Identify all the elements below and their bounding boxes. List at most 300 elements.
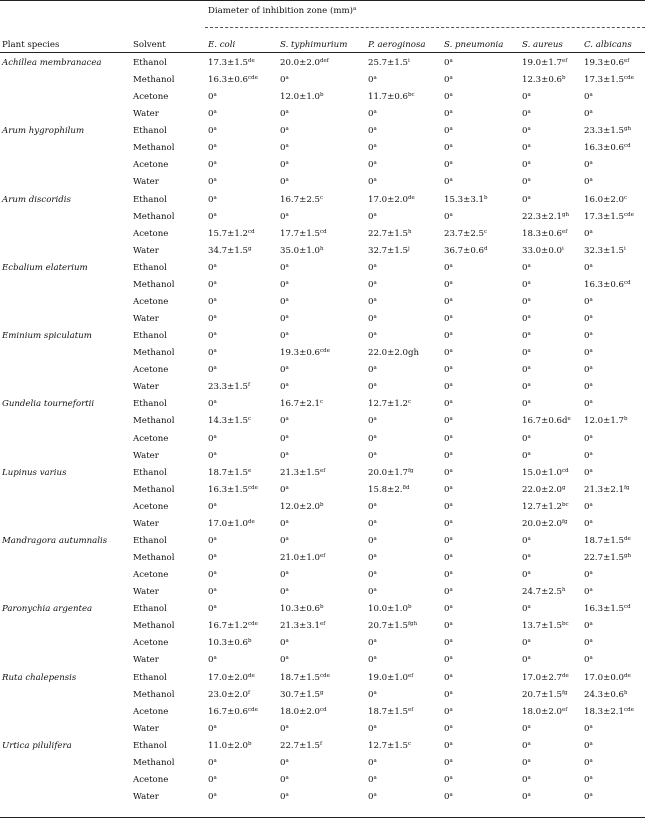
value-main: 0 [368,553,374,563]
value-main: 0 [444,707,450,717]
plant-species-cell: Arum discoridis [2,195,71,205]
significance-letter: a [527,570,531,576]
value-cell [208,792,217,803]
value-cell [584,314,593,325]
value-main: 0 [280,587,286,597]
significance-letter: a [213,331,217,337]
value-main: 0 [208,195,214,205]
significance-letter: a [589,638,593,644]
value-cell [444,365,453,376]
significance-letter: a [527,792,531,798]
value-main: 23.3±1.5 [584,126,625,136]
significance-letter: a [373,280,377,286]
value-cell [522,280,531,291]
value-main: 21.3±1.5 [280,468,321,478]
value-cell [280,655,289,666]
value-cell [280,707,327,718]
value-cell [584,382,593,393]
value-main: 0 [208,792,214,802]
value-main: 18.3±0.6 [522,229,563,239]
value-cell [208,143,217,154]
significance-letter: a [527,724,531,730]
value-cell [522,638,531,649]
significance-letter: a [527,536,531,542]
value-main: 0 [208,212,214,222]
value-cell [280,280,289,291]
value-main: 0 [208,280,214,290]
value-main: 0 [280,638,286,648]
significance-letter: a [285,212,289,218]
value-main: 0 [522,382,528,392]
value-cell [368,741,411,752]
value-cell [584,707,634,718]
value-cell [368,126,377,137]
value-main: 0 [522,263,528,273]
value-cell [368,246,410,257]
significance-letter: de [624,536,631,542]
plant-species-cell: Arum hygrophilum [2,126,85,136]
value-main: 16.7±2.5 [280,195,321,205]
value-main: 0 [444,399,450,409]
significance-letter: a [213,212,217,218]
value-main: 13.7±1.5 [522,621,563,631]
significance-letter: a [589,92,593,98]
value-cell [368,621,417,632]
value-main: 12.0±2.0 [280,502,321,512]
solvent-cell: Water [133,382,159,392]
value-cell [444,348,453,359]
value-main: 19.3±0.6 [584,58,625,68]
bottom-rule [0,817,645,818]
value-main: 11.7±0.6 [368,92,409,102]
value-main: 0 [208,126,214,136]
value-main: 0 [208,177,214,187]
significance-letter: a [449,331,453,337]
value-cell [584,570,593,581]
value-main: 0 [444,314,450,324]
value-main: 0 [208,109,214,119]
significance-letter: de [562,673,569,679]
value-main: 12.7±1.2 [522,502,563,512]
value-main: 0 [522,143,528,153]
significance-letter: ef [320,553,326,559]
value-main: 24.7±2.5 [522,587,563,597]
value-cell [280,399,323,410]
value-cell [584,673,631,684]
significance-letter: a [213,280,217,286]
value-main: 18.7±1.5 [208,468,249,478]
value-cell [584,604,631,615]
significance-letter: c [484,229,488,235]
significance-letter: a [449,724,453,730]
organism-header-s-aureus: S. aureus [522,40,563,50]
significance-letter: a [589,519,593,525]
value-cell [280,724,289,735]
solvent-header: Solvent [133,40,166,50]
value-cell [522,434,531,445]
significance-letter: j [408,246,410,252]
value-cell [584,229,593,240]
significance-letter: gh [624,126,632,132]
significance-letter: ef [562,229,568,235]
value-main: 0 [584,263,590,273]
value-cell [444,382,453,393]
value-main: 0 [584,160,590,170]
value-main: 0 [444,280,450,290]
value-cell [368,485,410,496]
value-cell [522,229,567,240]
value-main: 0 [444,177,450,187]
value-cell [522,724,531,735]
plant-species-cell: Ruta chalepensis [2,673,77,683]
value-cell [208,468,251,479]
value-cell [368,280,377,291]
value-cell [208,553,217,564]
value-cell [522,314,531,325]
value-main: 20.7±1.5 [368,621,409,631]
value-main: 16.7±1.2 [208,621,249,631]
value-cell [368,792,377,803]
value-cell [280,382,289,393]
value-cell [522,451,531,462]
solvent-cell: Ethanol [133,195,167,205]
significance-letter: c [248,416,252,422]
value-cell [444,502,453,513]
significance-letter: a [213,143,217,149]
value-cell [444,707,453,718]
value-main: 0 [584,724,590,734]
value-main: 0 [522,297,528,307]
value-main: 0 [208,724,214,734]
significance-letter: a [213,365,217,371]
value-cell [522,177,531,188]
value-main: 0 [584,621,590,631]
value-main: 17.0±2.0 [368,195,409,205]
significance-letter: a [373,434,377,440]
significance-letter: fgh [408,621,418,627]
significance-letter: a [285,331,289,337]
significance-letter: a [449,570,453,576]
value-main: 0 [522,399,528,409]
value-cell [522,485,566,496]
significance-letter: a [373,143,377,149]
value-cell [208,655,217,666]
significance-letter: a [589,229,593,235]
significance-letter: a [527,758,531,764]
value-cell [584,485,630,496]
value-main: 12.7±1.2 [368,399,409,409]
value-main: 0 [584,570,590,580]
value-main: 0 [522,604,528,614]
value-main: 21.3±3.1 [280,621,321,631]
value-cell [280,758,289,769]
value-main: 18.3±2.1 [584,707,625,717]
value-main: 0 [368,587,374,597]
significance-letter: a [449,655,453,661]
value-main: 22.7±1.5 [584,553,625,563]
value-main: 17.3±1.5 [584,212,625,222]
value-cell [522,673,569,684]
solvent-cell: Ethanol [133,741,167,751]
solvent-cell: Water [133,655,159,665]
value-cell [584,638,593,649]
value-cell [280,434,289,445]
value-main: 21.3±2.1 [584,485,625,495]
value-cell [584,502,593,513]
value-cell [522,604,531,615]
value-main: 0 [584,792,590,802]
significance-letter: def [320,58,329,64]
significance-letter: a [527,297,531,303]
solvent-cell: Water [133,724,159,734]
value-main: 21.0±1.0 [280,553,321,563]
value-main: 0 [584,109,590,119]
value-cell [584,280,631,291]
value-main: 17.7±1.5 [280,229,321,239]
value-cell [208,126,217,137]
value-cell [280,246,324,257]
value-cell [522,246,564,257]
significance-letter: a [373,792,377,798]
value-cell [368,655,377,666]
value-main: 0 [444,724,450,734]
value-cell [584,109,593,120]
value-main: 17.0±2.0 [208,673,249,683]
value-main: 0 [208,348,214,358]
value-main: 0 [444,212,450,222]
significance-letter: cd [624,143,631,149]
value-main: 0 [208,604,214,614]
significance-letter: a [373,416,377,422]
solvent-cell: Methanol [133,416,175,426]
significance-letter: a [373,724,377,730]
solvent-cell: Methanol [133,143,175,153]
significance-letter: a [449,382,453,388]
solvent-cell: Ethanol [133,468,167,478]
value-cell [208,246,252,257]
value-main: 0 [368,451,374,461]
significance-letter: a [449,451,453,457]
solvent-cell: Ethanol [133,126,167,136]
value-cell [444,485,453,496]
value-main: 18.0±2.0 [280,707,321,717]
value-main: 0 [368,212,374,222]
value-main: 0 [522,109,528,119]
value-cell [444,741,453,752]
significance-letter: a [373,451,377,457]
value-main: 0 [444,126,450,136]
significance-letter: a [373,758,377,764]
value-main: 0 [368,502,374,512]
solvent-cell: Acetone [133,297,169,307]
significance-letter: a [449,741,453,747]
solvent-cell: Acetone [133,638,169,648]
value-main: 23.0±2.0 [208,690,249,700]
value-cell [208,195,217,206]
value-main: 0 [368,775,374,785]
significance-letter: b [248,638,252,644]
value-main: 23.3±1.5 [208,382,249,392]
value-cell [208,280,217,291]
value-cell [280,690,324,701]
value-cell [584,297,593,308]
value-main: 18.7±1.5 [368,707,409,717]
value-main: 0 [522,280,528,290]
value-cell [208,519,255,530]
value-main: 0 [208,570,214,580]
value-main: 33.0±0.0 [522,246,563,256]
significance-letter: a [373,365,377,371]
significance-letter: a [589,365,593,371]
value-cell [584,416,628,427]
significance-letter: a [373,297,377,303]
value-main: 0 [368,143,374,153]
value-cell [208,536,217,547]
value-cell [280,143,289,154]
value-cell [522,519,568,530]
value-main: 0 [280,758,286,768]
value-cell [584,690,628,701]
solvent-cell: Acetone [133,160,169,170]
significance-letter: a [527,638,531,644]
value-cell [368,673,413,684]
value-cell [444,690,453,701]
value-cell [280,587,289,598]
significance-letter: a [589,621,593,627]
significance-letter: a [589,177,593,183]
value-main: 0 [368,570,374,580]
solvent-cell: Water [133,587,159,597]
significance-letter: a [285,280,289,286]
value-main: 0 [280,451,286,461]
significance-letter: a [213,502,217,508]
significance-letter: a [589,382,593,388]
organism-header-e-coli: E. coli [208,40,236,50]
value-cell [444,587,453,598]
value-main: 0 [444,673,450,683]
value-cell [368,434,377,445]
value-main: 18.7±1.5 [280,673,321,683]
significance-letter: a [527,314,531,320]
value-cell [584,58,629,69]
value-main: 0 [368,109,374,119]
value-main: 0 [444,143,450,153]
significance-letter: cde [624,707,634,713]
significance-letter: a [285,519,289,525]
significance-letter: fg [624,485,630,491]
value-main: 0 [368,792,374,802]
value-main: 0 [280,416,286,426]
value-cell [208,638,252,649]
solvent-cell: Methanol [133,348,175,358]
value-cell [522,587,566,598]
header-rule [0,52,645,53]
value-main: 0 [444,451,450,461]
value-main: 0 [444,382,450,392]
significance-letter: cde [320,348,330,354]
significance-letter: a [449,297,453,303]
significance-letter: g [320,690,324,696]
value-main: 0 [444,536,450,546]
value-main: 0 [522,92,528,102]
plant-species-cell: Ecbalium elaterium [2,263,88,273]
significance-letter: a [527,434,531,440]
significance-letter: de [408,195,415,201]
significance-letter: b [408,604,412,610]
value-cell [368,570,377,581]
solvent-cell: Acetone [133,229,169,239]
value-main: 0 [444,570,450,580]
solvent-cell: Acetone [133,775,169,785]
significance-letter: fg [562,690,568,696]
value-main: 0 [444,331,450,341]
value-main: 0 [368,416,374,426]
value-cell [444,92,453,103]
value-cell [368,604,412,615]
value-cell [444,604,453,615]
plant-species-cell: Paronychia argentea [2,604,93,614]
value-main: 0 [208,502,214,512]
value-cell [280,160,289,171]
value-cell [208,724,217,735]
value-cell [208,570,217,581]
value-main: 0 [280,331,286,341]
value-cell [280,638,289,649]
value-cell [368,416,377,427]
value-main: 0 [444,348,450,358]
significance-letter: a [285,365,289,371]
value-main: 25.7±1.5 [368,58,409,68]
value-cell [280,519,289,530]
value-main: 0 [280,297,286,307]
value-main: 0 [584,314,590,324]
value-main: 22.7±1.5 [280,741,321,751]
significance-letter: a [285,314,289,320]
value-main: 0 [280,775,286,785]
value-cell [208,741,252,752]
solvent-cell: Acetone [133,570,169,580]
value-cell [280,553,325,564]
value-cell [584,468,593,479]
value-cell [280,502,324,513]
value-main: 16.3±0.6 [584,143,625,153]
value-cell [584,536,631,547]
solvent-cell: Methanol [133,621,175,631]
value-cell [280,314,289,325]
solvent-cell: Ethanol [133,673,167,683]
value-main: 0 [280,485,286,495]
significance-letter: a [527,195,531,201]
value-main: 0 [280,724,286,734]
value-main: 0 [280,109,286,119]
value-main: 0 [584,382,590,392]
significance-letter: a [373,382,377,388]
value-main: 0 [444,587,450,597]
significance-letter: cde [248,485,258,491]
solvent-cell: Water [133,109,159,119]
significance-letter: f [248,690,251,696]
value-main: 0 [522,160,528,170]
value-cell [522,109,531,120]
significance-letter: a [373,263,377,269]
value-main: 36.7±0.6 [444,246,485,256]
value-main: 0 [444,604,450,614]
value-main: 0 [522,570,528,580]
value-main: 0 [280,365,286,375]
value-cell [444,177,453,188]
solvent-cell: Ethanol [133,399,167,409]
value-cell [208,673,255,684]
